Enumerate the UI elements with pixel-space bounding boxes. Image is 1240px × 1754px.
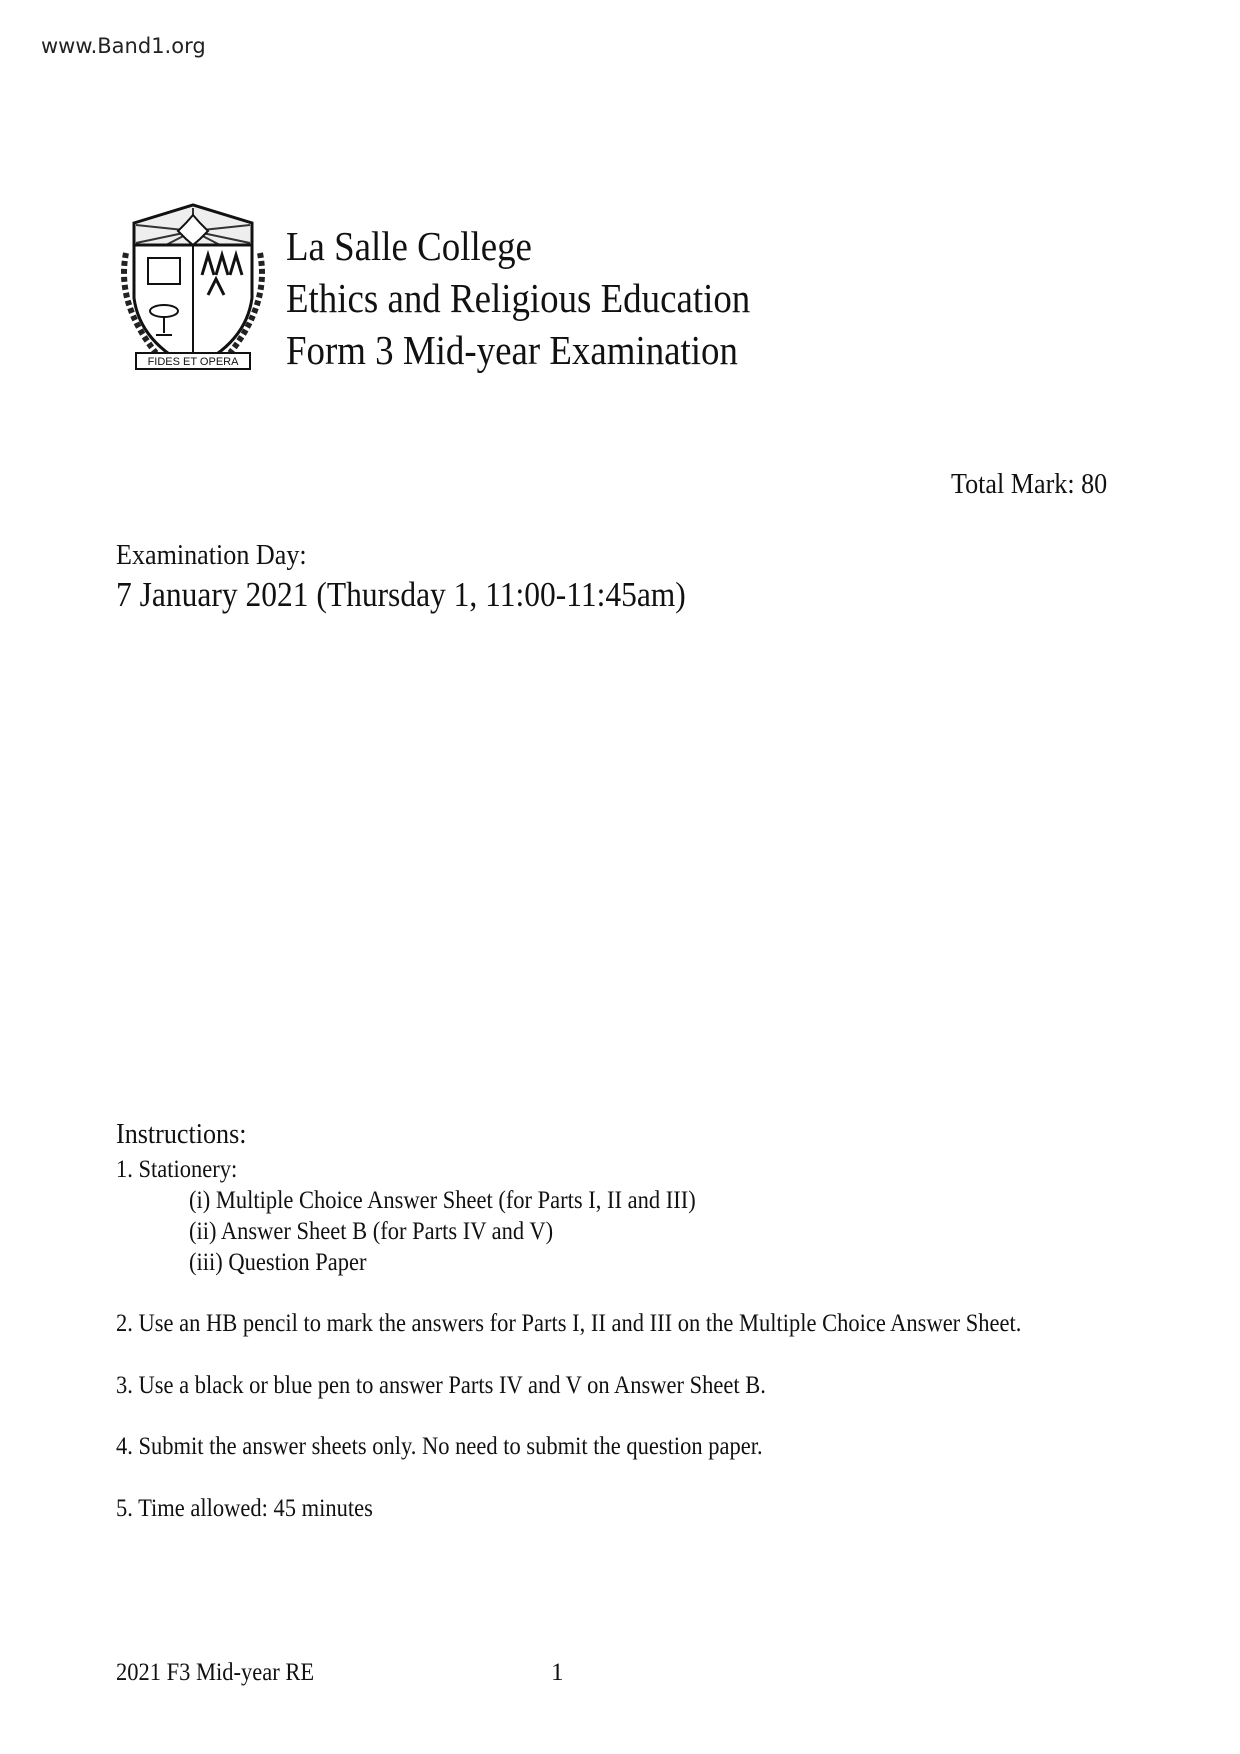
exam-day-value: 7 January 2021 (Thursday 1, 11:00-11:45am) <box>116 575 686 614</box>
instructions-heading: Instructions: <box>116 1118 247 1150</box>
stationery-item: (iii) Question Paper <box>189 1249 367 1276</box>
exam-title: Form 3 Mid-year Examination <box>286 327 738 373</box>
school-crest-logo <box>116 203 270 378</box>
exam-day-label: Examination Day: <box>116 539 307 571</box>
instruction-item-3: 3. Use a black or blue pen to answer Parts IV and V on Answer Sheet B. <box>116 1372 766 1399</box>
school-name: La Salle College <box>286 223 532 269</box>
instruction-item-2: 2. Use an HB pencil to mark the answers for Parts I, II and III on the Multiple Choice Answer Sheet. <box>116 1310 1022 1337</box>
svg-text:FIDES ET OPERA: FIDES ET OPERA <box>147 356 239 368</box>
stationery-item: (i) Multiple Choice Answer Sheet (for Parts I, II and III) <box>189 1187 696 1214</box>
stationery-item: (ii) Answer Sheet B (for Parts IV and V) <box>189 1218 554 1245</box>
instruction-item-1: 1. Stationery: <box>116 1156 238 1183</box>
total-mark: Total Mark: 80 <box>951 468 1108 500</box>
instruction-item-5: 5. Time allowed: 45 minutes <box>116 1495 373 1522</box>
subject-title: Ethics and Religious Education <box>286 275 751 321</box>
instruction-item-4: 4. Submit the answer sheets only. No need to submit the question paper. <box>116 1433 763 1460</box>
watermark-url: www.Band1.org <box>41 34 206 58</box>
footer-exam-code: 2021 F3 Mid-year RE <box>116 1659 315 1686</box>
page-number: 1 <box>551 1659 564 1686</box>
